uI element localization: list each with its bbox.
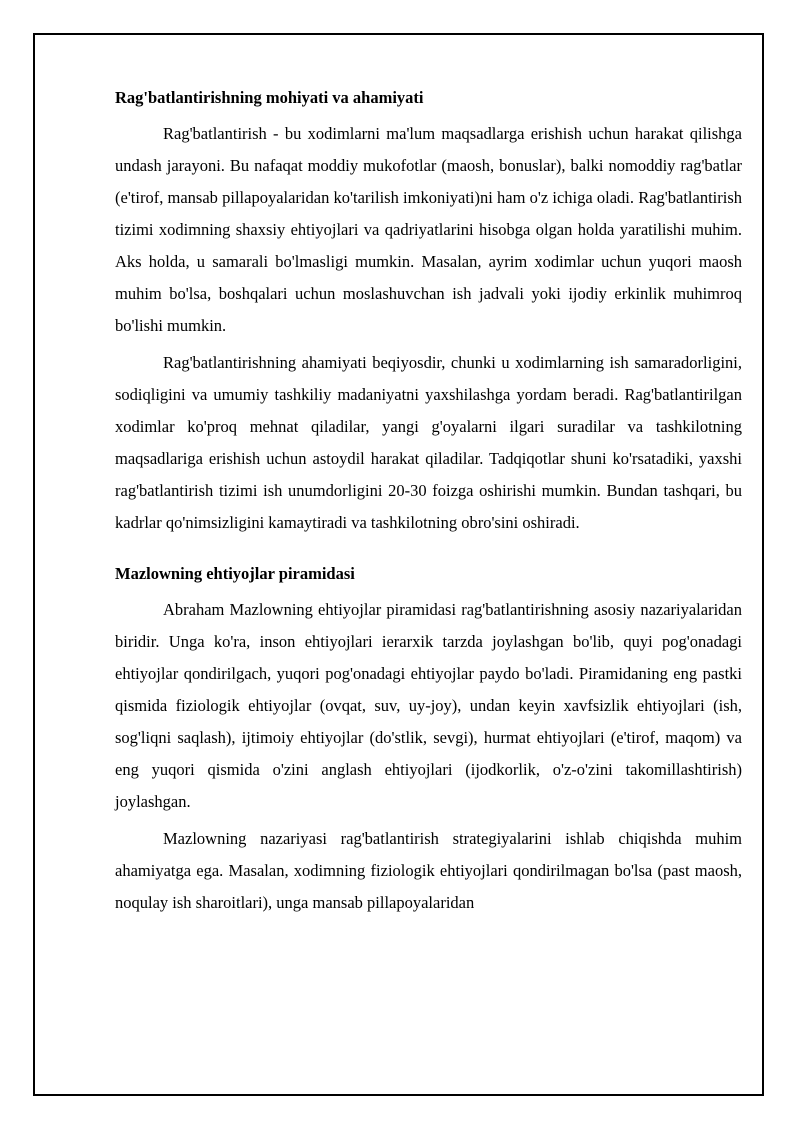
paragraph: Abraham Mazlowning ehtiyojlar piramidasi rag'batlantirishning asosiy nazariyalaridan biridir. Unga ko'ra, inson ehtiyojlari ierarxik tarzda joylashgan bo'lib, quyi pog'onadagi ehtiyojlar qondirilgach, yuqori pog'onadagi ehtiyojlar paydo bo'ladi. Piramidaning eng pastki qismida fiziologik ehtiyojlar (ovqat, suv, uy-joy), undan keyin xavfsizlik ehtiyojlari (ish, sog'liqni saqlash), ijtimoiy ehtiyojlar (do'stlik, sevgi), hurmat ehtiyojlari (e'tirof, maqom) va eng yuqori qismida o'zini anglash ehtiyojlari (ijodkorlik, o'z-o'zini takomillashtirish) joylashgan. bbox=[115, 600, 742, 811]
section-heading: Mazlowning ehtiyojlar piramidasi bbox=[115, 564, 355, 583]
paragraph: Rag'batlantirishning ahamiyati beqiyosdir, chunki u xodimlarning ish samaradorligini, sodiqligini va umumiy tashkiliy madaniyatni yaxshilashga yordam beradi. Rag'batlantirilgan xodimlar ko'proq mehnat qiladilar, yangi g'oyalarni ilgari suradilar va tashkilotning maqsadlariga erishish uchun astoydil harakat qiladilar. Tadqiqotlar shuni ko'rsatadiki, yaxshi rag'batlantirish tizimi ish unumdorligini 20-30 foizga oshirishi mumkin. Bundan tashqari, bu kadrlar qo'nimsizligini kamaytiradi va tashkilotning obro'sini oshiradi. bbox=[115, 353, 742, 532]
document-body bbox=[115, 82, 742, 919]
paragraph: Mazlowning nazariyasi rag'batlantirish strategiyalarini ishlab chiqishda muhim ahamiyatga ega. Masalan, xodimning fiziologik ehtiyojlari qondirilmagan bo'lsa (past maosh, noqulay ish sharoitlari), unga mansab pillapoyalaridan bbox=[115, 829, 742, 912]
section-heading: Rag'batlantirishning mohiyati va ahamiyati bbox=[115, 88, 424, 107]
paragraph: Rag'batlantirish - bu xodimlarni ma'lum maqsadlarga erishish uchun harakat qilishga undash jarayoni. Bu nafaqat moddiy mukofotlar (maosh, bonuslar), balki nomoddiy rag'batlar (e'tirof, mansab pillapoyalaridan ko'tarilish imkoniyati)ni ham o'z ichiga oladi. Rag'batlantirish tizimi xodimning shaxsiy ehtiyojlari va qadriyatlarini hisobga olgan holda yaratilishi muhim. Aks holda, u samarali bo'lmasligi mumkin. Masalan, ayrim xodimlar uchun yuqori maosh muhim bo'lsa, boshqalari uchun moslashuvchan ish jadvali yoki ijodiy erkinlik muhimroq bo'lishi mumkin. bbox=[115, 124, 742, 335]
